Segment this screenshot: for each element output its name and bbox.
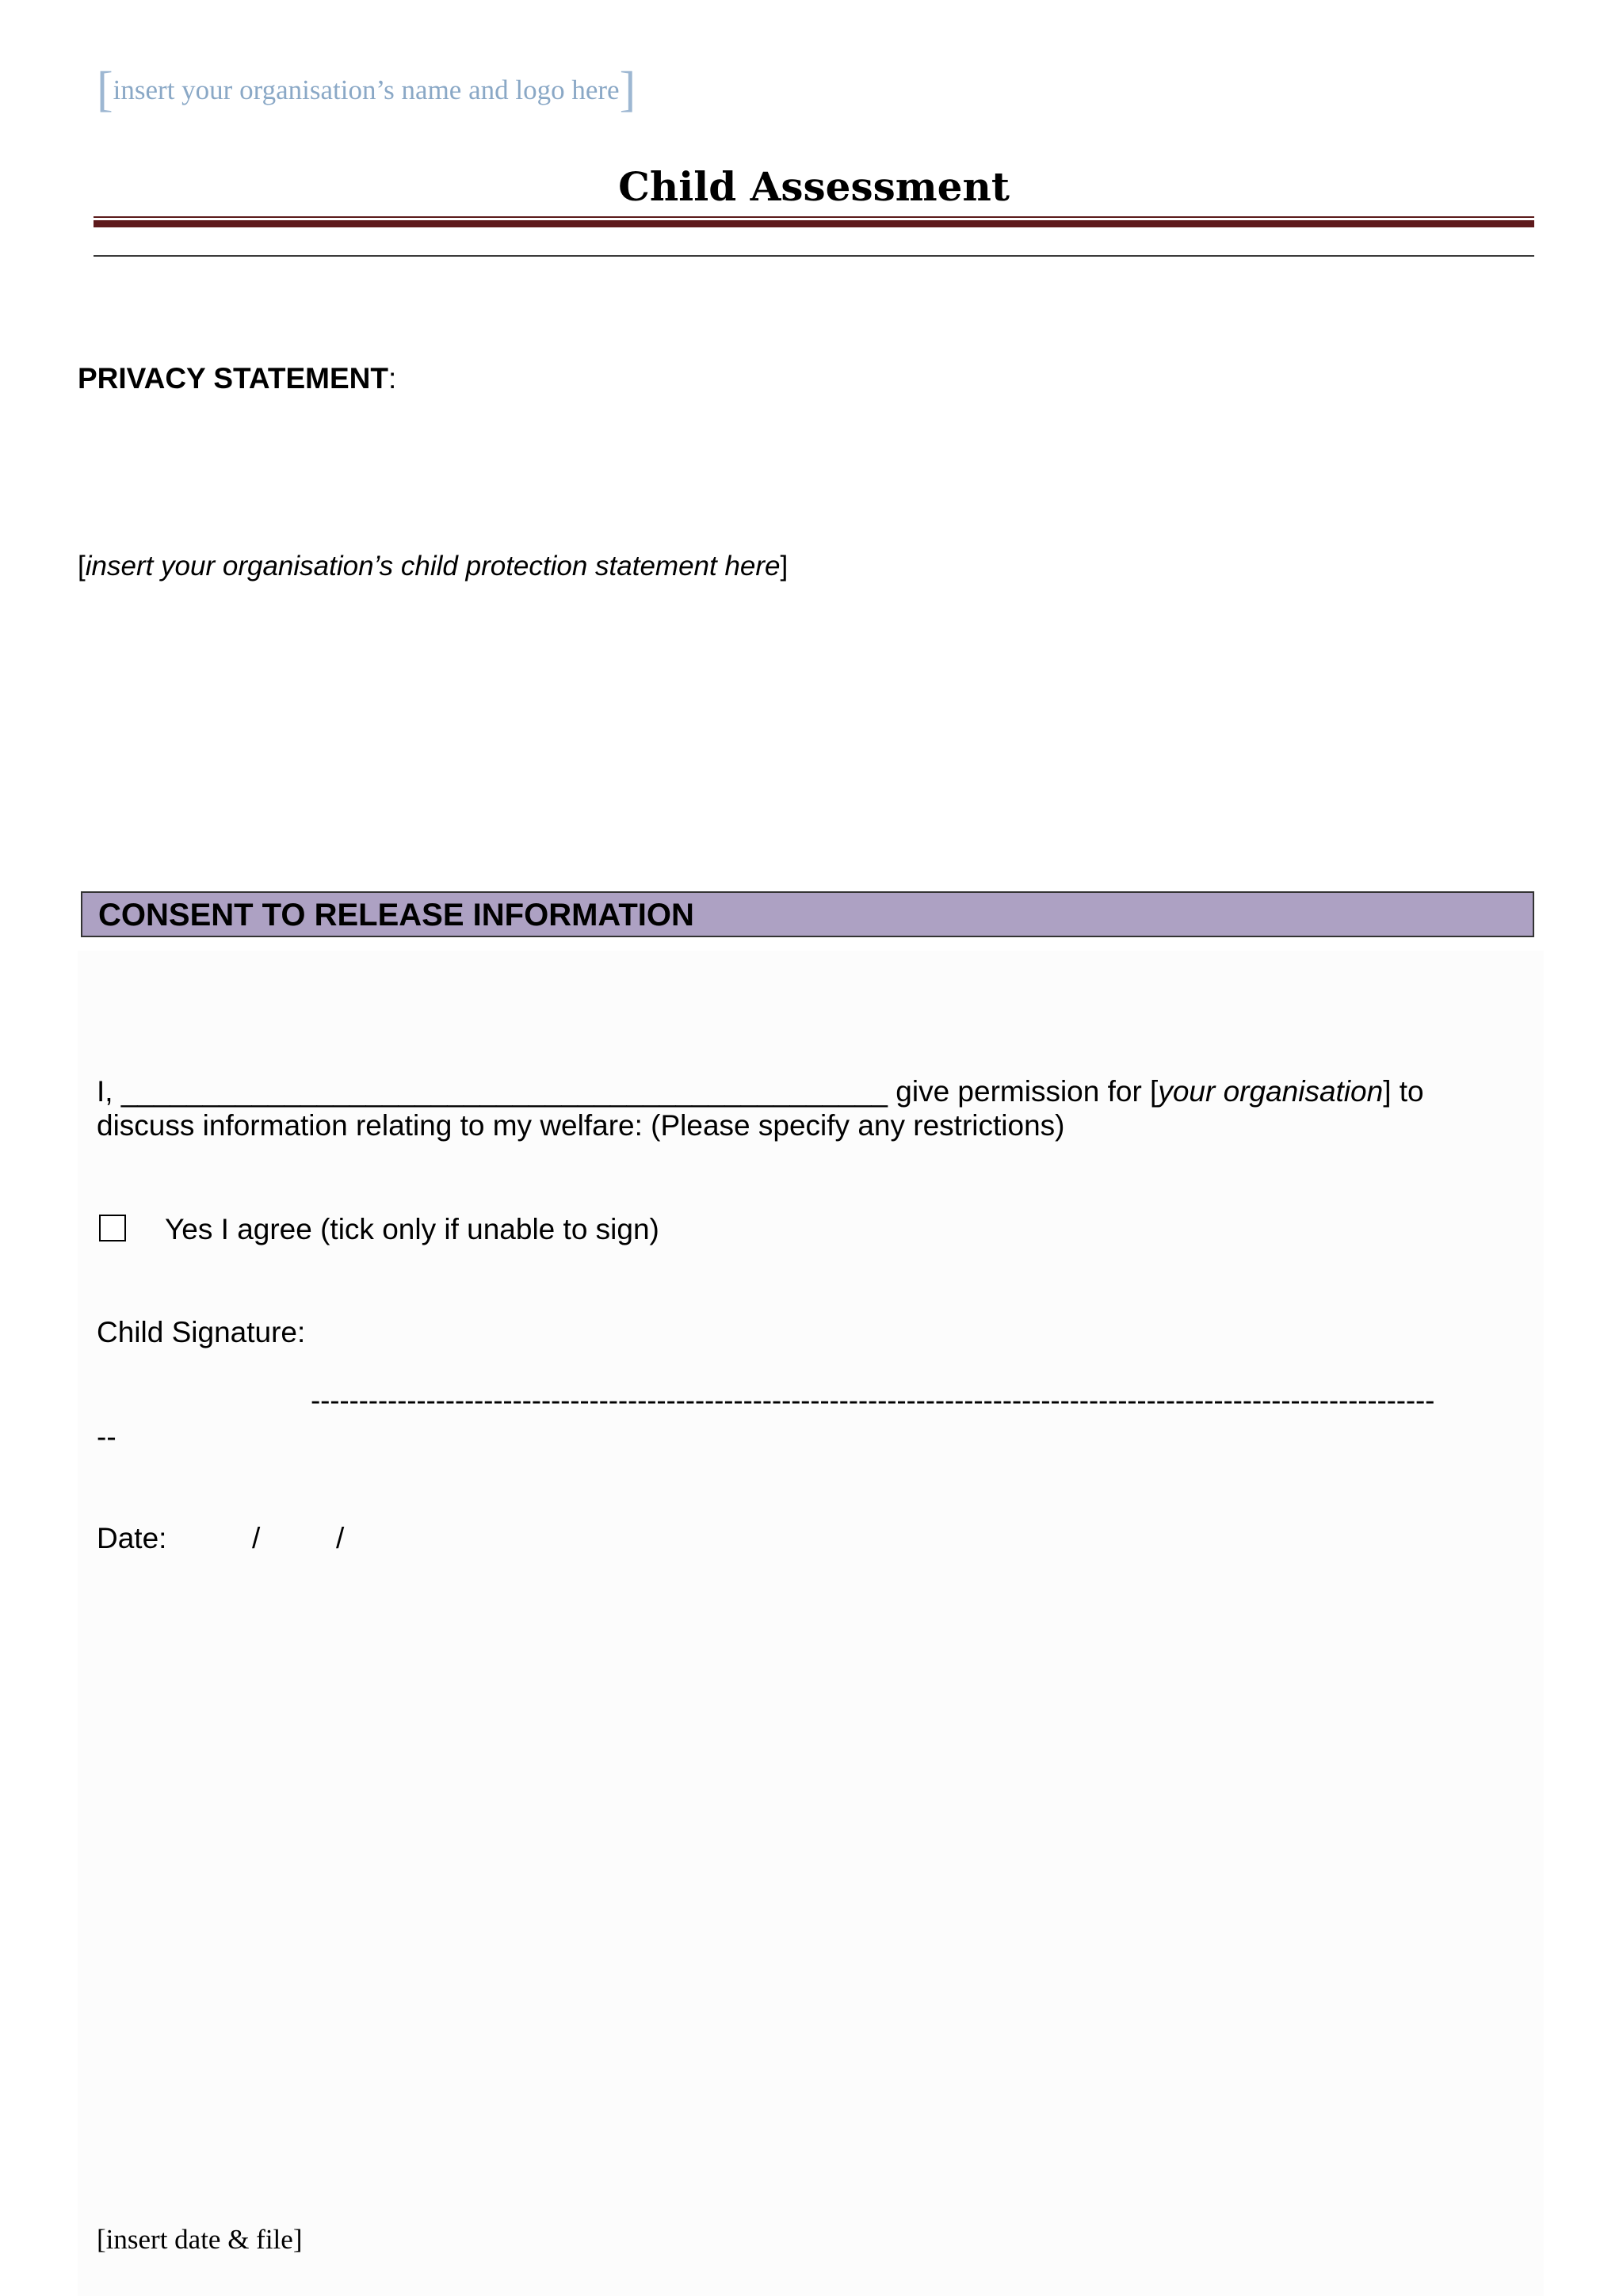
footer-date-file-placeholder: [insert date & file] <box>97 2224 303 2255</box>
consent-section-header <box>81 891 1534 937</box>
child-signature-line[interactable]: --------------------------------------------------------------------------------------------------------------------- <box>311 1384 1435 1417</box>
child-protection-statement-placeholder <box>78 549 788 584</box>
consent-line-two: discuss information relating to my welfare: (Please specify any restrictions) <box>97 1109 1065 1142</box>
logo-close-bracket: ] <box>619 63 636 116</box>
statement-close-bracket: ] <box>780 551 789 582</box>
organisation-placeholder: your organisation <box>1158 1075 1384 1108</box>
logo-open-bracket: [ <box>97 63 113 116</box>
date-separator-day-month: / <box>252 1522 261 1554</box>
consent-line-prefix: I, _______________________________________________ give permission for [ <box>97 1075 1159 1108</box>
title-rule-thin-bottom <box>94 255 1534 257</box>
logo-placeholder-text: insert your organisation’s name and logo here <box>113 74 620 105</box>
consent-line-one <box>97 1074 1523 1108</box>
date-separator-month-year: / <box>336 1522 345 1554</box>
statement-open-bracket: [ <box>78 551 86 582</box>
consent-line-suffix: ] to <box>1383 1075 1424 1108</box>
page-body-background <box>78 951 1544 2296</box>
child-signature-line-wrap: -- <box>97 1421 116 1453</box>
date-label: Date: <box>97 1522 167 1554</box>
child-signature-label: Child Signature: <box>97 1316 306 1348</box>
consent-section-title: CONSENT TO RELEASE INFORMATION <box>98 898 694 933</box>
privacy-statement-heading <box>78 361 396 396</box>
title-rule-thin-top <box>94 216 1534 218</box>
document-title: Child Assessment <box>618 163 1010 210</box>
title-rule-thick <box>94 220 1534 227</box>
privacy-heading-colon: : <box>388 362 397 395</box>
agree-checkbox-label: Yes I agree (tick only if unable to sign) <box>165 1213 659 1245</box>
agree-checkbox[interactable] <box>99 1215 126 1241</box>
organisation-logo-placeholder <box>97 62 636 118</box>
statement-placeholder-text: insert your organisation’s child protection statement here <box>85 551 781 582</box>
privacy-heading-text: PRIVACY STATEMENT <box>78 362 388 395</box>
consent-statement <box>97 1074 1523 1142</box>
